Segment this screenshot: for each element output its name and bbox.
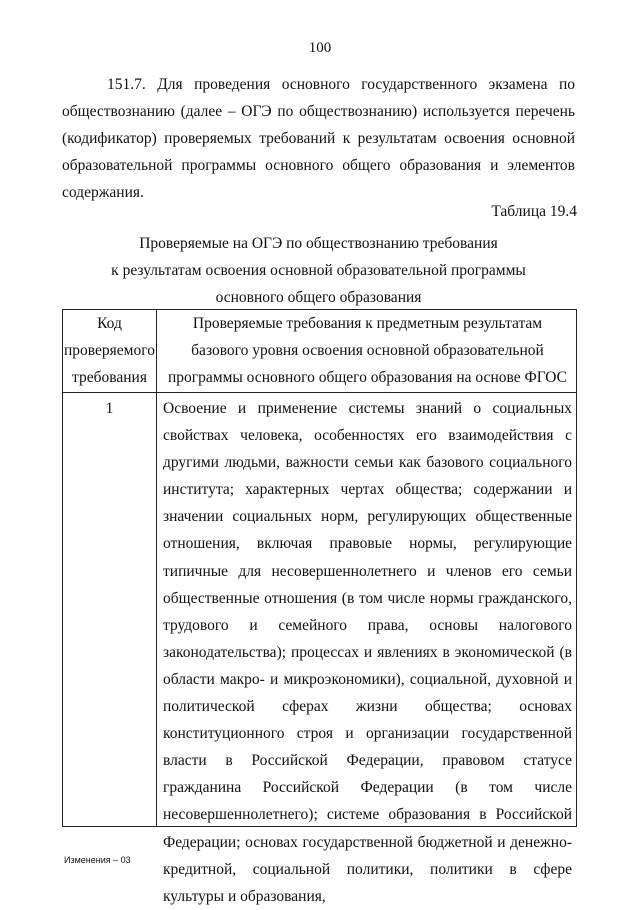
intro-paragraph: 151.7. Для проведения основного государственного экзамена по обществознанию (далее – ОГЭ по обществознанию) используется перечень (кодификатор) проверяемых требований к результатам освоения основной образовательной программы основного общего образования и элементов содержания. — [62, 76, 575, 201]
table-header-row — [63, 310, 577, 393]
table-title-line-2: к результатам освоения основной образовательной программы — [111, 262, 526, 279]
header-requirements-cell — [157, 310, 577, 393]
page-number: 100 — [308, 40, 332, 56]
row-code-cell — [63, 393, 157, 827]
table-row — [63, 393, 577, 827]
table-title — [62, 230, 575, 311]
row-code: 1 — [105, 400, 114, 417]
footer-note: Изменения – 03 — [64, 855, 131, 865]
row-text-cell — [157, 393, 577, 905]
table-title-line-1: Проверяемые на ОГЭ по обществознанию требования — [139, 235, 498, 252]
header-code-cell — [63, 310, 157, 393]
header-requirements: Проверяемые требования к предметным результатам базового уровня освоения основной образовательной программы основного общего образования на основе ФГОС — [167, 315, 568, 386]
table-title-line-3: основного общего образования — [215, 289, 422, 306]
header-code: Код проверяемого требования — [64, 315, 155, 386]
table-label: Таблица 19.4 — [491, 203, 577, 220]
row-text: Освоение и применение системы знаний о социальных свойствах человека, особенностях его взаимодействия с другими людьми, важности семьи как базового социального института; характерных чертах общества; содержании и значении социальных норм, регулирующих общественные отношения, включая правовые нормы, регулирующие типичные для несовершеннолетнего и членов его семьи общественные отношения (в том числе нормы гражданского, трудового и семейного права, основы налогового законодательства); процессах и явлениях в экономической (в области макро- и микроэкономики), социальной, духовной и политической сферах жизни общества; основах конституционного строя и организации государственной власти в Российской Федерации, правовом статусе гражданина Российской Федерации (в том числе несовершеннолетнего); системе образования в Российской Федерации; основах государственной бюджетной и денежно-кредитной, социальной политики, политики в сфере культуры и образования, — [163, 400, 572, 905]
